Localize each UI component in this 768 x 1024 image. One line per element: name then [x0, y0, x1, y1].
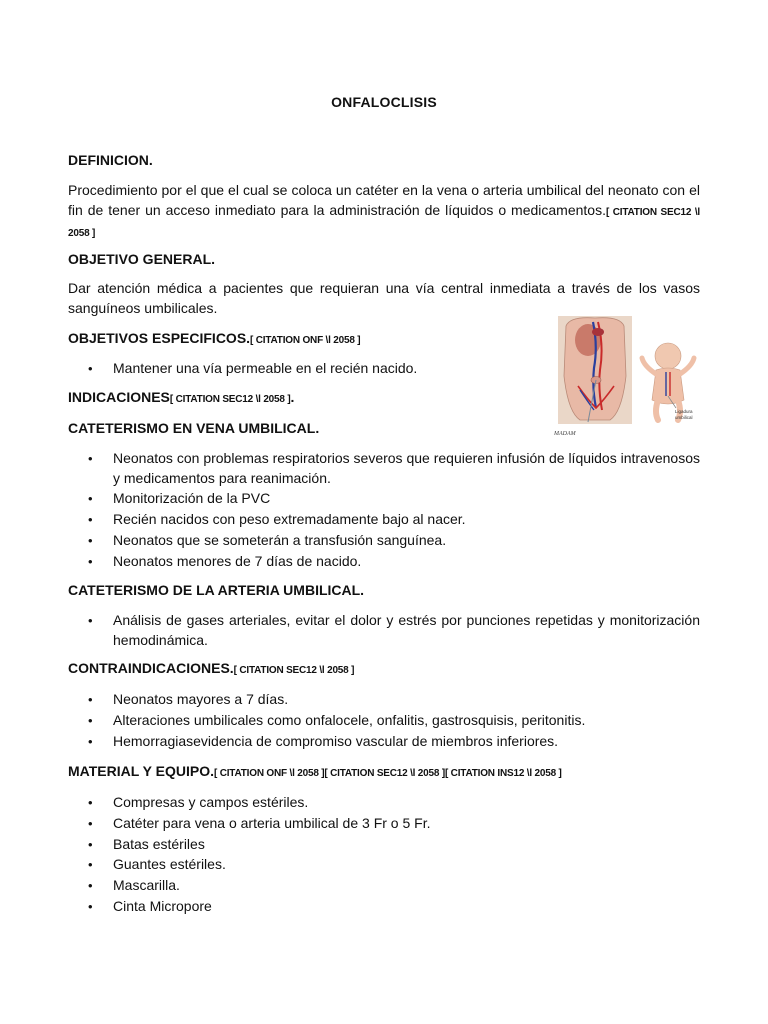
list-item: • Neonatos con problemas respiratorios severos que requieren infusión de líquidos intravenosos y medicamentos para reanimación.: [68, 449, 700, 488]
heading-cateterismo-arteria: CATETERISMO DE LA ARTERIA UMBILICAL.: [68, 582, 365, 598]
list-item: • Mascarilla.: [68, 876, 700, 896]
list-item: • Recién nacidos con peso extremadamente bajo al nacer.: [68, 510, 700, 530]
heading-definicion: DEFINICION.: [68, 152, 153, 168]
list-item: • Guantes estériles.: [68, 855, 700, 875]
list-item: • Neonatos menores de 7 días de nacido.: [68, 552, 700, 572]
cateterismo-arteria-list: [68, 611, 700, 651]
definicion-citation: [ CITATION SEC12 \l 2058 ]: [68, 206, 700, 239]
indicaciones-label: INDICACIONES: [68, 389, 170, 405]
heading-objetivos-especificos: [68, 330, 360, 346]
list-item: • Compresas y campos estériles.: [68, 793, 700, 813]
contraindicaciones-label: CONTRAINDICACIONES.: [68, 660, 234, 676]
heading-contraindicaciones: [68, 660, 354, 676]
material-citations: [ CITATION ONF \l 2058 ][ CITATION SEC12 \l 2058 ][ CITATION INS12 \l 2058 ]: [214, 768, 562, 779]
baby-head-shape: [655, 343, 681, 369]
figure-label-line2: umbilical: [675, 415, 693, 420]
list-item: • Batas estériles: [68, 835, 700, 855]
document-page: [68, 0, 700, 1024]
objetivos-especificos-label: OBJETIVOS ESPECIFICOS.: [68, 330, 251, 346]
indicaciones-citation: [ CITATION SEC12 \l 2058 ]: [169, 394, 291, 405]
document-title: ONFALOCLISIS: [331, 94, 437, 110]
heading-cateterismo-vena: CATETERISMO EN VENA UMBILICAL.: [68, 420, 320, 436]
list-item: • Monitorización de la PVC: [68, 489, 700, 509]
umbilical-catheter-illustration: [554, 316, 700, 437]
list-item: • Catéter para vena o arteria umbilical de 3 Fr o 5 Fr.: [68, 814, 700, 834]
list-item: • Hemorragiasevidencia de compromiso vascular de miembros inferiores.: [68, 732, 700, 752]
baby-left-leg: [656, 400, 658, 420]
list-item: • Mantener una vía permeable en el recién nacido.: [68, 359, 488, 379]
definicion-text: Procedimiento por el que el cual se coloca un catéter en la vena o arteria umbilical del neonato con el fin de tener un acceso inmediato para la administración de líquidos o medicamentos.: [68, 182, 700, 218]
objetivo-general-paragraph: Dar atención médica a pacientes que requieran una vía central inmediata a través de los vasos sanguíneos umbilicales.: [68, 280, 700, 316]
figure-label-line1: Ligadura: [675, 409, 693, 414]
indicaciones-suffix: .: [290, 389, 295, 405]
objetivos-especificos-citation: [ CITATION ONF \l 2058 ]: [250, 335, 361, 346]
cateterismo-vena-list: [68, 449, 700, 572]
heading-material-equipo: [68, 763, 562, 779]
material-label: MATERIAL Y EQUIPO.: [68, 763, 214, 779]
figure-brand: MADAM: [554, 431, 576, 437]
material-list: [68, 793, 700, 918]
list-item: • Neonatos que se someterán a transfusión sanguínea.: [68, 531, 700, 551]
heading-objetivo-general: OBJETIVO GENERAL.: [68, 251, 216, 267]
list-item: • Cinta Micropore: [68, 897, 700, 917]
neonate-anatomy-image: [554, 316, 700, 437]
heart-shape: [592, 328, 604, 336]
list-item: • Alteraciones umbilicales como onfalocele, onfalitis, gastrosquisis, peritonitis.: [68, 711, 700, 731]
contraindicaciones-list: [68, 690, 700, 752]
definicion-paragraph: [68, 181, 700, 244]
list-item: • Análisis de gases arteriales, evitar el dolor y estrés por punciones repetidas y monitorización hemodinámica.: [68, 611, 700, 650]
baby-left-arm: [642, 358, 656, 374]
list-item: • Neonatos mayores a 7 días.: [68, 690, 700, 710]
heading-indicaciones: [68, 389, 294, 405]
contraindicaciones-citation: [ CITATION SEC12 \l 2058 ]: [233, 665, 355, 676]
objetivos-especificos-list: [68, 359, 488, 380]
baby-right-arm: [680, 358, 694, 374]
